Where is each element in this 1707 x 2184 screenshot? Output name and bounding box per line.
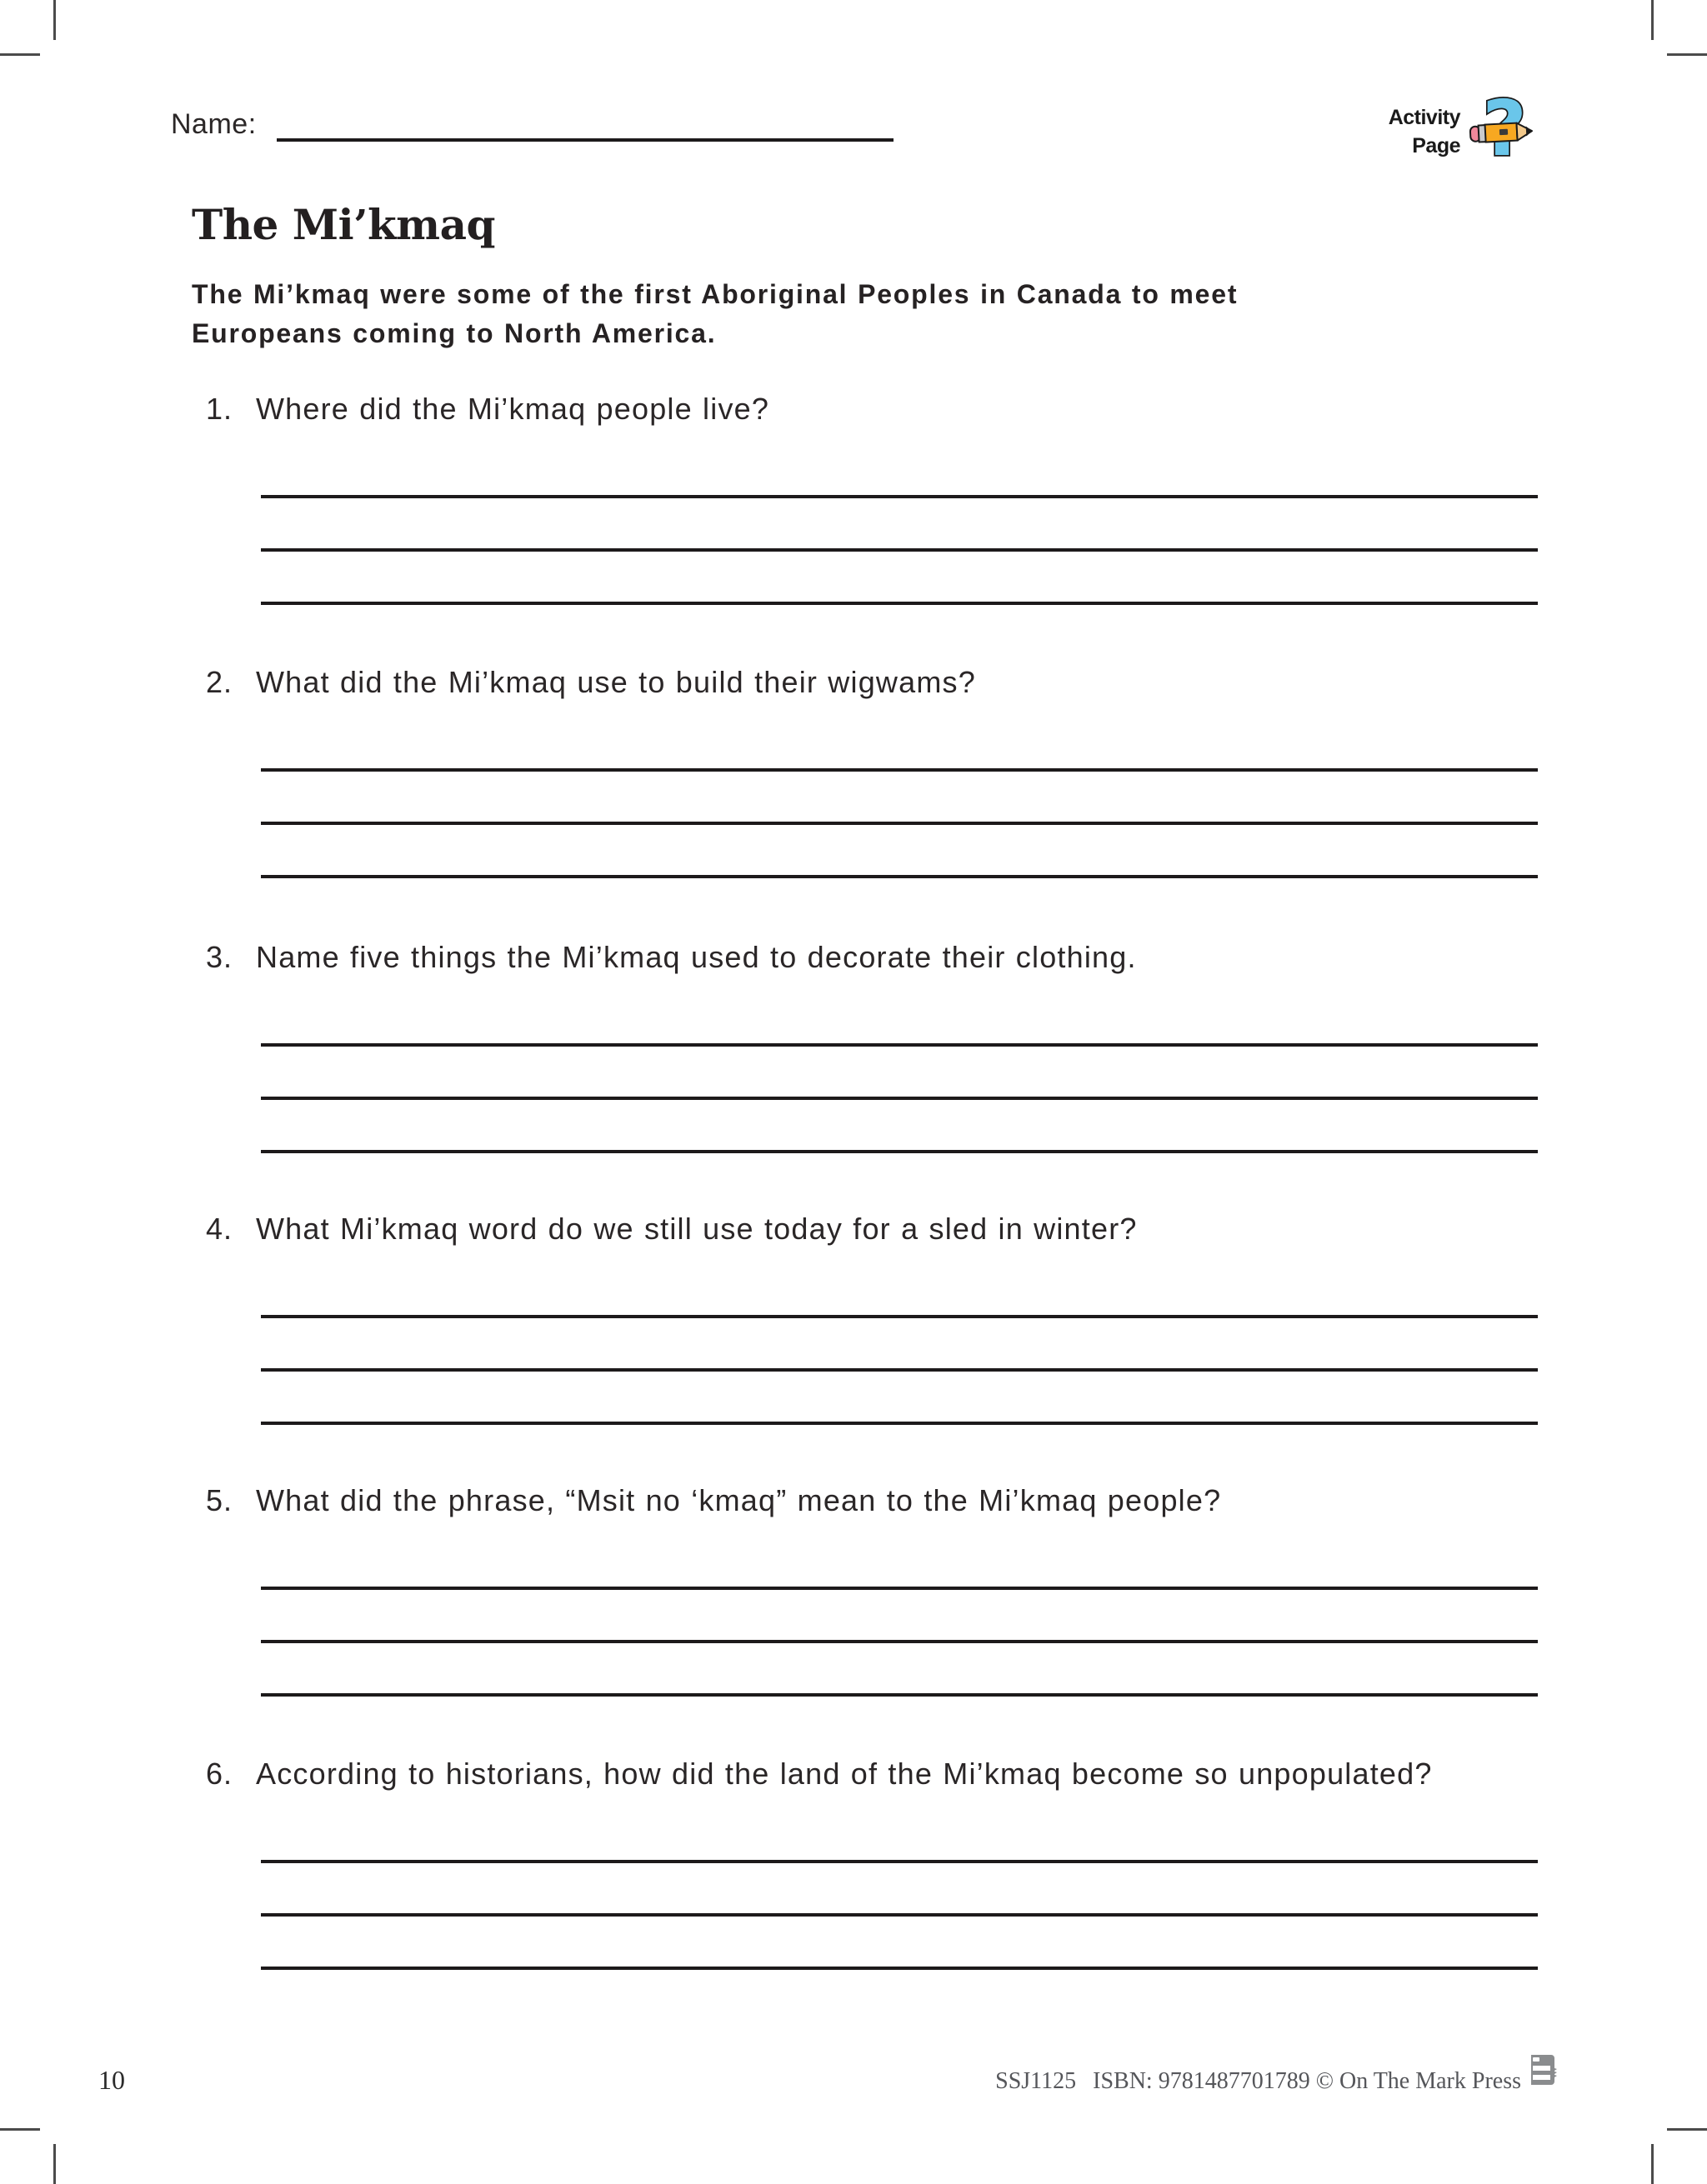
- activity-badge-line1: Activity: [1388, 106, 1460, 129]
- question-number: 6.: [206, 1757, 233, 1791]
- crop-mark-bottom-right-vertical: [1651, 2144, 1654, 2184]
- answer-line: [261, 1587, 1538, 1590]
- product-code: SSJ1125: [995, 2068, 1077, 2094]
- page-title: The Mi’kmaq: [192, 200, 495, 249]
- question-number: 1.: [206, 392, 233, 426]
- answer-line: [261, 822, 1538, 825]
- answer-line: [261, 602, 1538, 605]
- answer-line: [261, 495, 1538, 498]
- answer-line: [261, 1640, 1538, 1643]
- answer-line: [261, 1150, 1538, 1153]
- question-text: Name five things the Mi’kmaq used to decorate their clothing.: [256, 940, 1137, 974]
- footer-credit: [995, 2068, 1521, 2095]
- question-mark-pencil-icon: [1469, 92, 1537, 172]
- crop-mark-top-left-vertical: [53, 0, 56, 40]
- answer-line: [261, 1368, 1538, 1372]
- question-5: [0, 1483, 1707, 1700]
- activity-badge-line2: Page: [1412, 134, 1460, 157]
- intro-line2: Europeans coming to North America.: [192, 318, 717, 348]
- question-6: [0, 1757, 1707, 1973]
- crop-mark-top-right-vertical: [1651, 0, 1654, 40]
- crop-mark-top-right-horizontal: [1667, 53, 1707, 56]
- page-number: 10: [98, 2065, 125, 2095]
- question-text: Where did the Mi’kmaq people live?: [256, 392, 770, 426]
- question-number: 5.: [206, 1483, 233, 1517]
- publisher-logo-icon: [1529, 2053, 1559, 2088]
- crop-mark-bottom-left-vertical: [53, 2144, 56, 2184]
- question-3: [0, 940, 1707, 1157]
- answer-line: [261, 1693, 1538, 1697]
- intro-line1: The Mi’kmaq were some of the first Aboriginal Peoples in Canada to meet: [192, 279, 1239, 309]
- question-number: 4.: [206, 1212, 233, 1246]
- question-1: [0, 392, 1707, 608]
- intro-text: [192, 275, 1238, 353]
- question-2: [0, 665, 1707, 882]
- question-text: According to historians, how did the land of the Mi’kmaq become so unpopulated?: [256, 1757, 1433, 1791]
- isbn-copyright: ISBN: 9781487701789 © On The Mark Press: [1093, 2068, 1521, 2094]
- name-label: Name:: [171, 108, 257, 140]
- answer-line: [261, 1913, 1538, 1917]
- question-number: 2.: [206, 665, 233, 699]
- crop-mark-top-left-horizontal: [0, 53, 40, 56]
- answer-line: [261, 1097, 1538, 1100]
- answer-line: [261, 1967, 1538, 1970]
- name-write-line: [277, 138, 894, 142]
- answer-line: [261, 768, 1538, 772]
- crop-mark-bottom-right-horizontal: [1667, 2128, 1707, 2131]
- answer-line: [261, 548, 1538, 552]
- crop-mark-bottom-left-horizontal: [0, 2128, 40, 2131]
- answer-line: [261, 1422, 1538, 1425]
- answer-line: [261, 1860, 1538, 1863]
- question-number: 3.: [206, 940, 233, 974]
- answer-line: [261, 875, 1538, 878]
- activity-page-badge: [1389, 103, 1460, 160]
- answer-line: [261, 1315, 1538, 1318]
- question-text: What Mi’kmaq word do we still use today for a sled in winter?: [256, 1212, 1138, 1246]
- question-text: What did the phrase, “Msit no ‘kmaq” mean to the Mi’kmaq people?: [256, 1483, 1222, 1517]
- question-4: [0, 1212, 1707, 1428]
- answer-line: [261, 1043, 1538, 1047]
- question-text: What did the Mi’kmaq use to build their wigwams?: [256, 665, 976, 699]
